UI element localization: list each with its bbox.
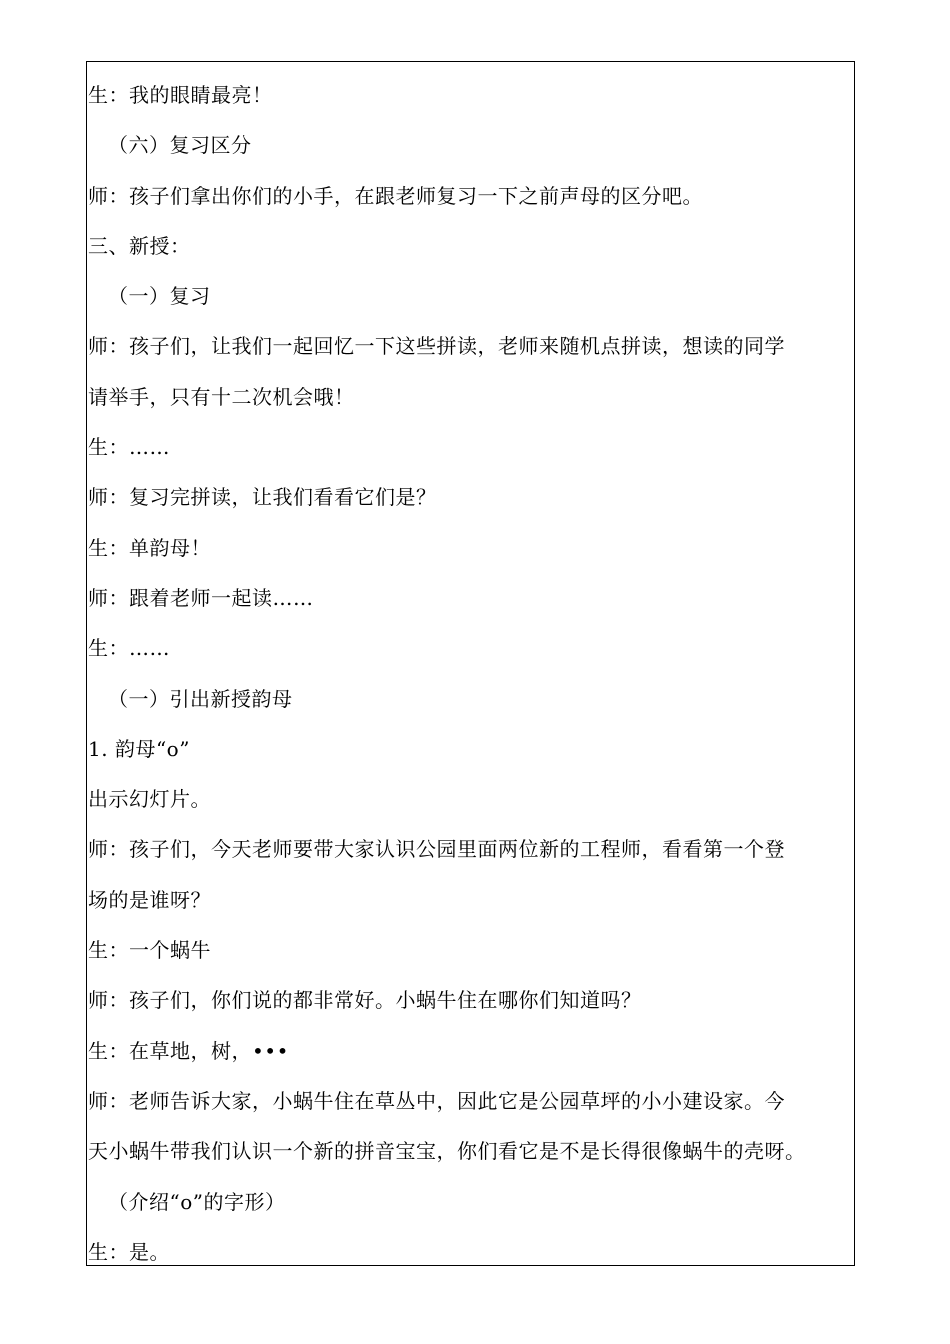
text-line-18: 生：一个蜗牛	[88, 938, 211, 963]
text-line-08: 生：……	[88, 435, 170, 460]
text-line-17: 场的是谁呀？	[88, 887, 211, 912]
lesson-text-body	[88, 70, 850, 1277]
text-line-13: （一）引出新授韵母	[108, 686, 293, 711]
text-line-22: 天小蜗牛带我们认识一个新的拼音宝宝，你们看它是不是长得很像蜗牛的壳呀。	[88, 1139, 806, 1164]
text-line-02: （六）复习区分	[108, 133, 252, 158]
text-line-14: 1. 韵母“o”	[88, 736, 190, 761]
text-line-19: 师：孩子们，你们说的都非常好。小蜗牛住在哪你们知道吗？	[88, 988, 642, 1013]
text-line-12: 生：……	[88, 636, 170, 661]
text-line-20: 生：在草地，树，•••	[88, 1038, 289, 1063]
text-line-15: 出示幻灯片。	[88, 787, 211, 812]
text-line-07: 请举手，只有十二次机会哦！	[88, 384, 355, 409]
text-line-03: 师：孩子们拿出你们的小手，在跟老师复习一下之前声母的区分吧。	[88, 183, 703, 208]
text-line-11: 师：跟着老师一起读……	[88, 585, 314, 610]
text-line-21: 师：老师告诉大家，小蜗牛住在草丛中，因此它是公园草坪的小小建设家。今	[88, 1088, 785, 1113]
text-line-23: （介绍“o”的字形）	[108, 1189, 286, 1214]
text-line-01: 生：我的眼睛最亮！	[88, 83, 273, 107]
text-line-09: 师：复习完拼读，让我们看看它们是？	[88, 485, 437, 510]
text-line-04: 三、新授：	[88, 233, 191, 258]
text-line-24: 生：是。	[88, 1239, 170, 1264]
text-line-05: （一）复习	[108, 284, 211, 309]
text-line-06: 师：孩子们，让我们一起回忆一下这些拼读，老师来随机点拼读，想读的同学	[88, 334, 785, 359]
text-line-10: 生：单韵母！	[88, 535, 211, 560]
text-line-16: 师：孩子们，今天老师要带大家认识公园里面两位新的工程师，看看第一个登	[88, 837, 785, 862]
